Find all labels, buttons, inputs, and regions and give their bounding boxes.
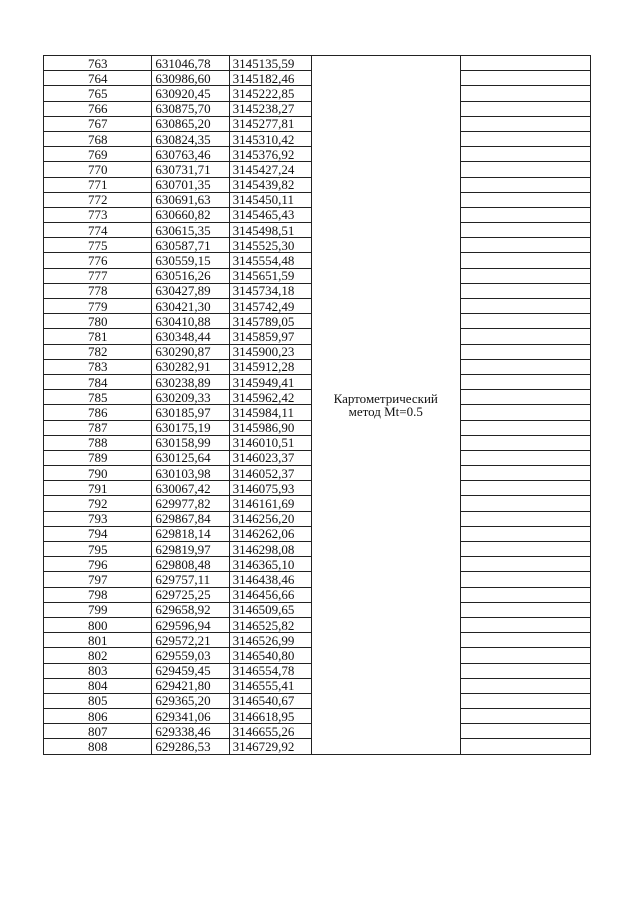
point-number: 804 (44, 678, 152, 693)
point-number: 797 (44, 572, 152, 587)
method-line-1: Картометрический (333, 390, 438, 406)
x-coordinate: 629725,25 (152, 587, 229, 602)
x-coordinate: 630125,64 (152, 450, 229, 465)
x-coordinate: 630660,82 (152, 207, 229, 222)
point-number: 789 (44, 450, 152, 465)
point-number: 780 (44, 314, 152, 329)
coordinates-table-body (44, 56, 591, 755)
x-coordinate: 631046,78 (152, 56, 229, 71)
point-number: 770 (44, 162, 152, 177)
point-number: 800 (44, 617, 152, 632)
empty-cell (460, 390, 591, 405)
x-coordinate: 629572,21 (152, 633, 229, 648)
x-coordinate: 630067,42 (152, 481, 229, 496)
y-coordinate: 3145742,49 (229, 299, 311, 314)
y-coordinate: 3145900,23 (229, 344, 311, 359)
y-coordinate: 3145465,43 (229, 207, 311, 222)
x-coordinate: 630516,26 (152, 268, 229, 283)
y-coordinate: 3146540,80 (229, 648, 311, 663)
empty-cell (460, 192, 591, 207)
x-coordinate: 629559,03 (152, 648, 229, 663)
x-coordinate: 630824,35 (152, 131, 229, 146)
y-coordinate: 3146438,46 (229, 572, 311, 587)
y-coordinate: 3146256,20 (229, 511, 311, 526)
empty-cell (460, 617, 591, 632)
point-number: 775 (44, 238, 152, 253)
empty-cell (460, 162, 591, 177)
point-number: 807 (44, 724, 152, 739)
y-coordinate: 3145554,48 (229, 253, 311, 268)
y-coordinate: 3145962,42 (229, 390, 311, 405)
point-number: 806 (44, 709, 152, 724)
empty-cell (460, 648, 591, 663)
empty-cell (460, 299, 591, 314)
empty-cell (460, 602, 591, 617)
x-coordinate: 630103,98 (152, 466, 229, 481)
point-number: 779 (44, 299, 152, 314)
y-coordinate: 3146456,66 (229, 587, 311, 602)
empty-cell (460, 587, 591, 602)
empty-cell (460, 314, 591, 329)
y-coordinate: 3145986,90 (229, 420, 311, 435)
y-coordinate: 3145984,11 (229, 405, 311, 420)
empty-cell (460, 329, 591, 344)
y-coordinate: 3145525,30 (229, 238, 311, 253)
x-coordinate: 629819,97 (152, 542, 229, 557)
x-coordinate: 630348,44 (152, 329, 229, 344)
empty-cell (460, 131, 591, 146)
point-number: 785 (44, 390, 152, 405)
y-coordinate: 3145135,59 (229, 56, 311, 71)
x-coordinate: 630410,88 (152, 314, 229, 329)
point-number: 771 (44, 177, 152, 192)
x-coordinate: 629867,84 (152, 511, 229, 526)
empty-cell (460, 526, 591, 541)
y-coordinate: 3146298,08 (229, 542, 311, 557)
point-number: 808 (44, 739, 152, 754)
empty-cell (460, 116, 591, 131)
x-coordinate: 630701,35 (152, 177, 229, 192)
point-number: 791 (44, 481, 152, 496)
point-number: 776 (44, 253, 152, 268)
x-coordinate: 630986,60 (152, 71, 229, 86)
x-coordinate: 629341,06 (152, 709, 229, 724)
x-coordinate: 630175,19 (152, 420, 229, 435)
point-number: 777 (44, 268, 152, 283)
y-coordinate: 3146729,92 (229, 739, 311, 754)
x-coordinate: 629757,11 (152, 572, 229, 587)
empty-cell (460, 359, 591, 374)
y-coordinate: 3146365,10 (229, 557, 311, 572)
point-number: 772 (44, 192, 152, 207)
x-coordinate: 630209,33 (152, 390, 229, 405)
y-coordinate: 3146540,67 (229, 693, 311, 708)
y-coordinate: 3146618,95 (229, 709, 311, 724)
point-number: 767 (44, 116, 152, 131)
x-coordinate: 630731,71 (152, 162, 229, 177)
empty-cell (460, 693, 591, 708)
y-coordinate: 3145450,11 (229, 192, 311, 207)
x-coordinate: 630238,89 (152, 374, 229, 389)
y-coordinate: 3146075,93 (229, 481, 311, 496)
x-coordinate: 630421,30 (152, 299, 229, 314)
y-coordinate: 3145651,59 (229, 268, 311, 283)
empty-cell (460, 496, 591, 511)
point-number: 763 (44, 56, 152, 71)
x-coordinate: 630185,97 (152, 405, 229, 420)
point-number: 773 (44, 207, 152, 222)
point-number: 801 (44, 633, 152, 648)
x-coordinate: 630615,35 (152, 223, 229, 238)
x-coordinate: 630559,15 (152, 253, 229, 268)
y-coordinate: 3146509,65 (229, 602, 311, 617)
point-number: 798 (44, 587, 152, 602)
y-coordinate: 3146161,69 (229, 496, 311, 511)
empty-cell (460, 739, 591, 754)
point-number: 805 (44, 693, 152, 708)
empty-cell (460, 56, 591, 71)
method-cell (311, 56, 460, 755)
point-number: 792 (44, 496, 152, 511)
point-number: 782 (44, 344, 152, 359)
point-number: 774 (44, 223, 152, 238)
empty-cell (460, 101, 591, 116)
empty-cell (460, 147, 591, 162)
x-coordinate: 629365,20 (152, 693, 229, 708)
y-coordinate: 3145376,92 (229, 147, 311, 162)
empty-cell (460, 177, 591, 192)
x-coordinate: 630587,71 (152, 238, 229, 253)
y-coordinate: 3145912,28 (229, 359, 311, 374)
y-coordinate: 3145439,82 (229, 177, 311, 192)
x-coordinate: 630691,63 (152, 192, 229, 207)
empty-cell (460, 223, 591, 238)
y-coordinate: 3145182,46 (229, 71, 311, 86)
point-number: 787 (44, 420, 152, 435)
y-coordinate: 3146010,51 (229, 435, 311, 450)
empty-cell (460, 420, 591, 435)
x-coordinate: 630290,87 (152, 344, 229, 359)
point-number: 781 (44, 329, 152, 344)
x-coordinate: 630427,89 (152, 283, 229, 298)
x-coordinate: 630282,91 (152, 359, 229, 374)
empty-cell (460, 663, 591, 678)
point-number: 790 (44, 466, 152, 481)
coordinates-table (43, 55, 591, 755)
empty-cell (460, 207, 591, 222)
empty-cell (460, 283, 591, 298)
table-row (44, 56, 591, 71)
y-coordinate: 3146525,82 (229, 617, 311, 632)
empty-cell (460, 405, 591, 420)
empty-cell (460, 511, 591, 526)
method-line-2: метод Mt=0.5 (348, 403, 423, 419)
x-coordinate: 629421,80 (152, 678, 229, 693)
empty-cell (460, 466, 591, 481)
x-coordinate: 630920,45 (152, 86, 229, 101)
x-coordinate: 629658,92 (152, 602, 229, 617)
empty-cell (460, 481, 591, 496)
empty-cell (460, 557, 591, 572)
empty-cell (460, 374, 591, 389)
empty-cell (460, 724, 591, 739)
empty-cell (460, 238, 591, 253)
point-number: 764 (44, 71, 152, 86)
y-coordinate: 3146555,41 (229, 678, 311, 693)
point-number: 793 (44, 511, 152, 526)
y-coordinate: 3145949,41 (229, 374, 311, 389)
y-coordinate: 3145310,42 (229, 131, 311, 146)
x-coordinate: 629459,45 (152, 663, 229, 678)
y-coordinate: 3145734,18 (229, 283, 311, 298)
empty-cell (460, 344, 591, 359)
point-number: 769 (44, 147, 152, 162)
empty-cell (460, 678, 591, 693)
empty-cell (460, 572, 591, 587)
x-coordinate: 630865,20 (152, 116, 229, 131)
y-coordinate: 3146023,37 (229, 450, 311, 465)
y-coordinate: 3146052,37 (229, 466, 311, 481)
empty-cell (460, 435, 591, 450)
y-coordinate: 3146655,26 (229, 724, 311, 739)
x-coordinate: 629818,14 (152, 526, 229, 541)
point-number: 783 (44, 359, 152, 374)
x-coordinate: 630875,70 (152, 101, 229, 116)
point-number: 803 (44, 663, 152, 678)
point-number: 799 (44, 602, 152, 617)
point-number: 784 (44, 374, 152, 389)
y-coordinate: 3145238,27 (229, 101, 311, 116)
point-number: 766 (44, 101, 152, 116)
x-coordinate: 629977,82 (152, 496, 229, 511)
y-coordinate: 3145859,97 (229, 329, 311, 344)
y-coordinate: 3146262,06 (229, 526, 311, 541)
empty-cell (460, 268, 591, 283)
point-number: 795 (44, 542, 152, 557)
x-coordinate: 629338,46 (152, 724, 229, 739)
empty-cell (460, 542, 591, 557)
point-number: 794 (44, 526, 152, 541)
y-coordinate: 3145222,85 (229, 86, 311, 101)
empty-cell (460, 709, 591, 724)
y-coordinate: 3145498,51 (229, 223, 311, 238)
y-coordinate: 3145427,24 (229, 162, 311, 177)
empty-cell (460, 71, 591, 86)
y-coordinate: 3146554,78 (229, 663, 311, 678)
point-number: 778 (44, 283, 152, 298)
empty-cell (460, 633, 591, 648)
point-number: 786 (44, 405, 152, 420)
x-coordinate: 629286,53 (152, 739, 229, 754)
point-number: 802 (44, 648, 152, 663)
y-coordinate: 3145277,81 (229, 116, 311, 131)
point-number: 788 (44, 435, 152, 450)
y-coordinate: 3145789,05 (229, 314, 311, 329)
empty-cell (460, 450, 591, 465)
point-number: 765 (44, 86, 152, 101)
x-coordinate: 630158,99 (152, 435, 229, 450)
x-coordinate: 629596,94 (152, 617, 229, 632)
point-number: 768 (44, 131, 152, 146)
x-coordinate: 629808,48 (152, 557, 229, 572)
y-coordinate: 3146526,99 (229, 633, 311, 648)
x-coordinate: 630763,46 (152, 147, 229, 162)
point-number: 796 (44, 557, 152, 572)
empty-cell (460, 253, 591, 268)
empty-cell (460, 86, 591, 101)
